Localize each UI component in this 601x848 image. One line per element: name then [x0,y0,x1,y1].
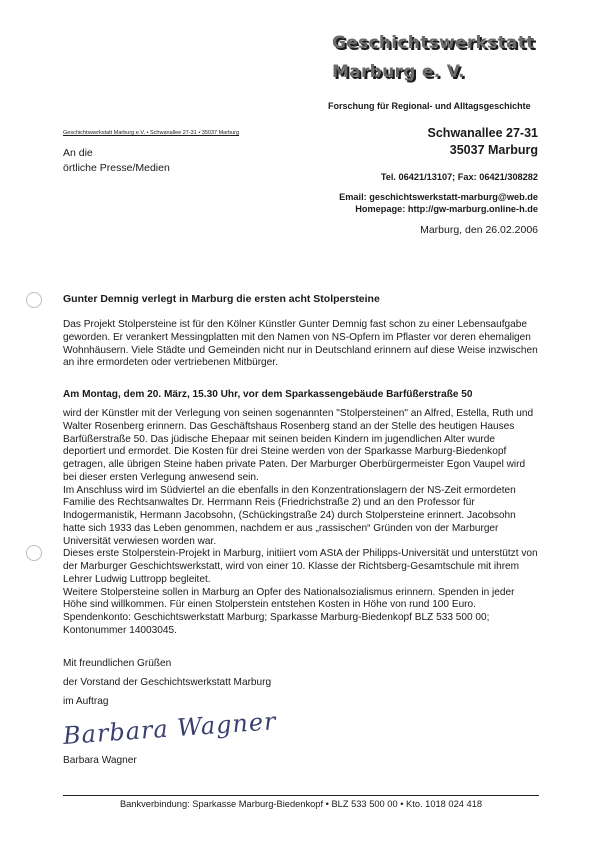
recipient-line-1: An die [63,147,93,159]
letterhead-logo-line1: Geschichtswerkstatt [332,33,535,53]
contact-email: Email: geschichtswerkstatt-marburg@web.de [339,191,538,202]
punch-hole-mark [26,545,42,561]
closing-board: der Vorstand der Geschichtswerkstatt Marburg [63,677,272,688]
letter-date: Marburg, den 26.02.2006 [420,224,538,236]
letterhead-logo-line2: Marburg e. V. [332,62,465,82]
body-paragraph: Im Anschluss wird im Südviertel an die ebenfalls in den Konzentrationslagern der NS-Zeit ermordeten Familie des Rechtsanwaltes Dr. Herrmann Reis (Friedrichstraße 2) und an den Professor für Indogermanistik, Hermann Jacobsohn, (Schückingstraße 24) durch Stolpersteine erinnert. Jacobsohn hatte sich 1933 das Leben genommen, nachdem er aus „rassischen“ Gründen von der Marburger Universität verwiesen worden war. [63,484,516,547]
closing-block [63,654,271,711]
recipient-block [63,146,170,176]
body-paragraph: Weitere Stolpersteine sollen in Marburg an Opfer des Nationalsozialismus erinnern. Spenden in jeder Höhe sind willkommen. Für einen Stolperstein entstehen Kosten in Höhe von rund 100 Euro. Spendenkonto: Geschichtswerkstatt Marburg; Sparkasse Marburg-Biedenkopf BLZ 533 500 00; Kontonummer 14003045. [63,586,515,636]
event-heading: Am Montag, dem 20. März, 15.30 Uhr, vor dem Sparkassengebäude Barfüßerstraße 50 [63,389,473,400]
footer-bank-details: Bankverbindung: Sparkasse Marburg-Biedenkopf • BLZ 533 500 00 • Kto. 1018 024 418 [119,799,483,809]
sender-return-address: Geschichtswerkstatt Marburg e.V. • Schwanallee 27-31 • 35037 Marburg [63,130,240,136]
intro-paragraph [63,319,539,370]
sender-city: 35037 Marburg [449,143,538,157]
intro-text: Das Projekt Stolpersteine ist für den Kölner Künstler Gunter Demnig fast schon zu einer Lebensaufgabe geworden. Er verankert Messingplatten mit den Namen von NS-Opfern im Pflaster vor deren ehemaligen Wohnhäusern. Viele Städte und Gemeinden nicht nur in Deutschland erinnern auf diese Weise inzwischen an ihre ermordeten oder vertriebenen Mitbürger. [63,319,538,369]
sender-address-block [428,125,538,159]
closing-greeting: Mit freundlichen Grüßen [63,658,172,669]
footer-divider [63,795,539,796]
signer-name: Barbara Wagner [63,755,137,766]
body-paragraph: wird der Künstler mit der Verlegung von seinen sogenannten "Stolpersteinen" an Alfred, Estella, Ruth und Walter Rosenberg erinnern. Das Geschäftshaus Rosenberg stand an der Stelle des heutigen Hauses Barfüßerstraße 50. Das jüdische Ehepaar mit seinen beiden Kindern im jugendlichen Alter wurde deportiert und ermordet. Die Kosten für drei Steine werden von der Sparkasse Marburg-Biedenkopf getragen, alle übrigen Steine haben private Paten. Der Marburger Oberbürgermeister Egon Vaupel wird bei dieser ersten Verlegung anwesend sein. [63,408,534,483]
sender-street: Schwanallee 27-31 [427,126,538,140]
letter-body [63,408,539,638]
handwritten-signature: Barbara Wagner [62,707,278,750]
closing-on-behalf: im Auftrag [63,696,109,707]
letterhead-tagline: Forschung für Regional- und Alltagsgeschichte [328,101,531,111]
recipient-line-2: örtliche Presse/Medien [63,162,170,174]
letter-subject: Gunter Demnig verlegt in Marburg die ersten acht Stolpersteine [63,293,380,305]
contact-block [339,171,538,216]
contact-homepage: Homepage: http://gw-marburg.online-h.de [355,204,538,214]
punch-hole-mark [26,292,42,308]
contact-phone-fax: Tel. 06421/13107; Fax: 06421/308282 [380,172,538,182]
body-paragraph: Dieses erste Stolperstein-Projekt in Marburg, initiiert vom AStA der Philipps-Universität und unterstützt von der Marburger Geschichtswerkstatt, wird von einer 10. Klasse der Richtsberg-Gesamtschule mit ihrem Lehrer Ludwig Luttropp begleitet. [63,548,538,585]
